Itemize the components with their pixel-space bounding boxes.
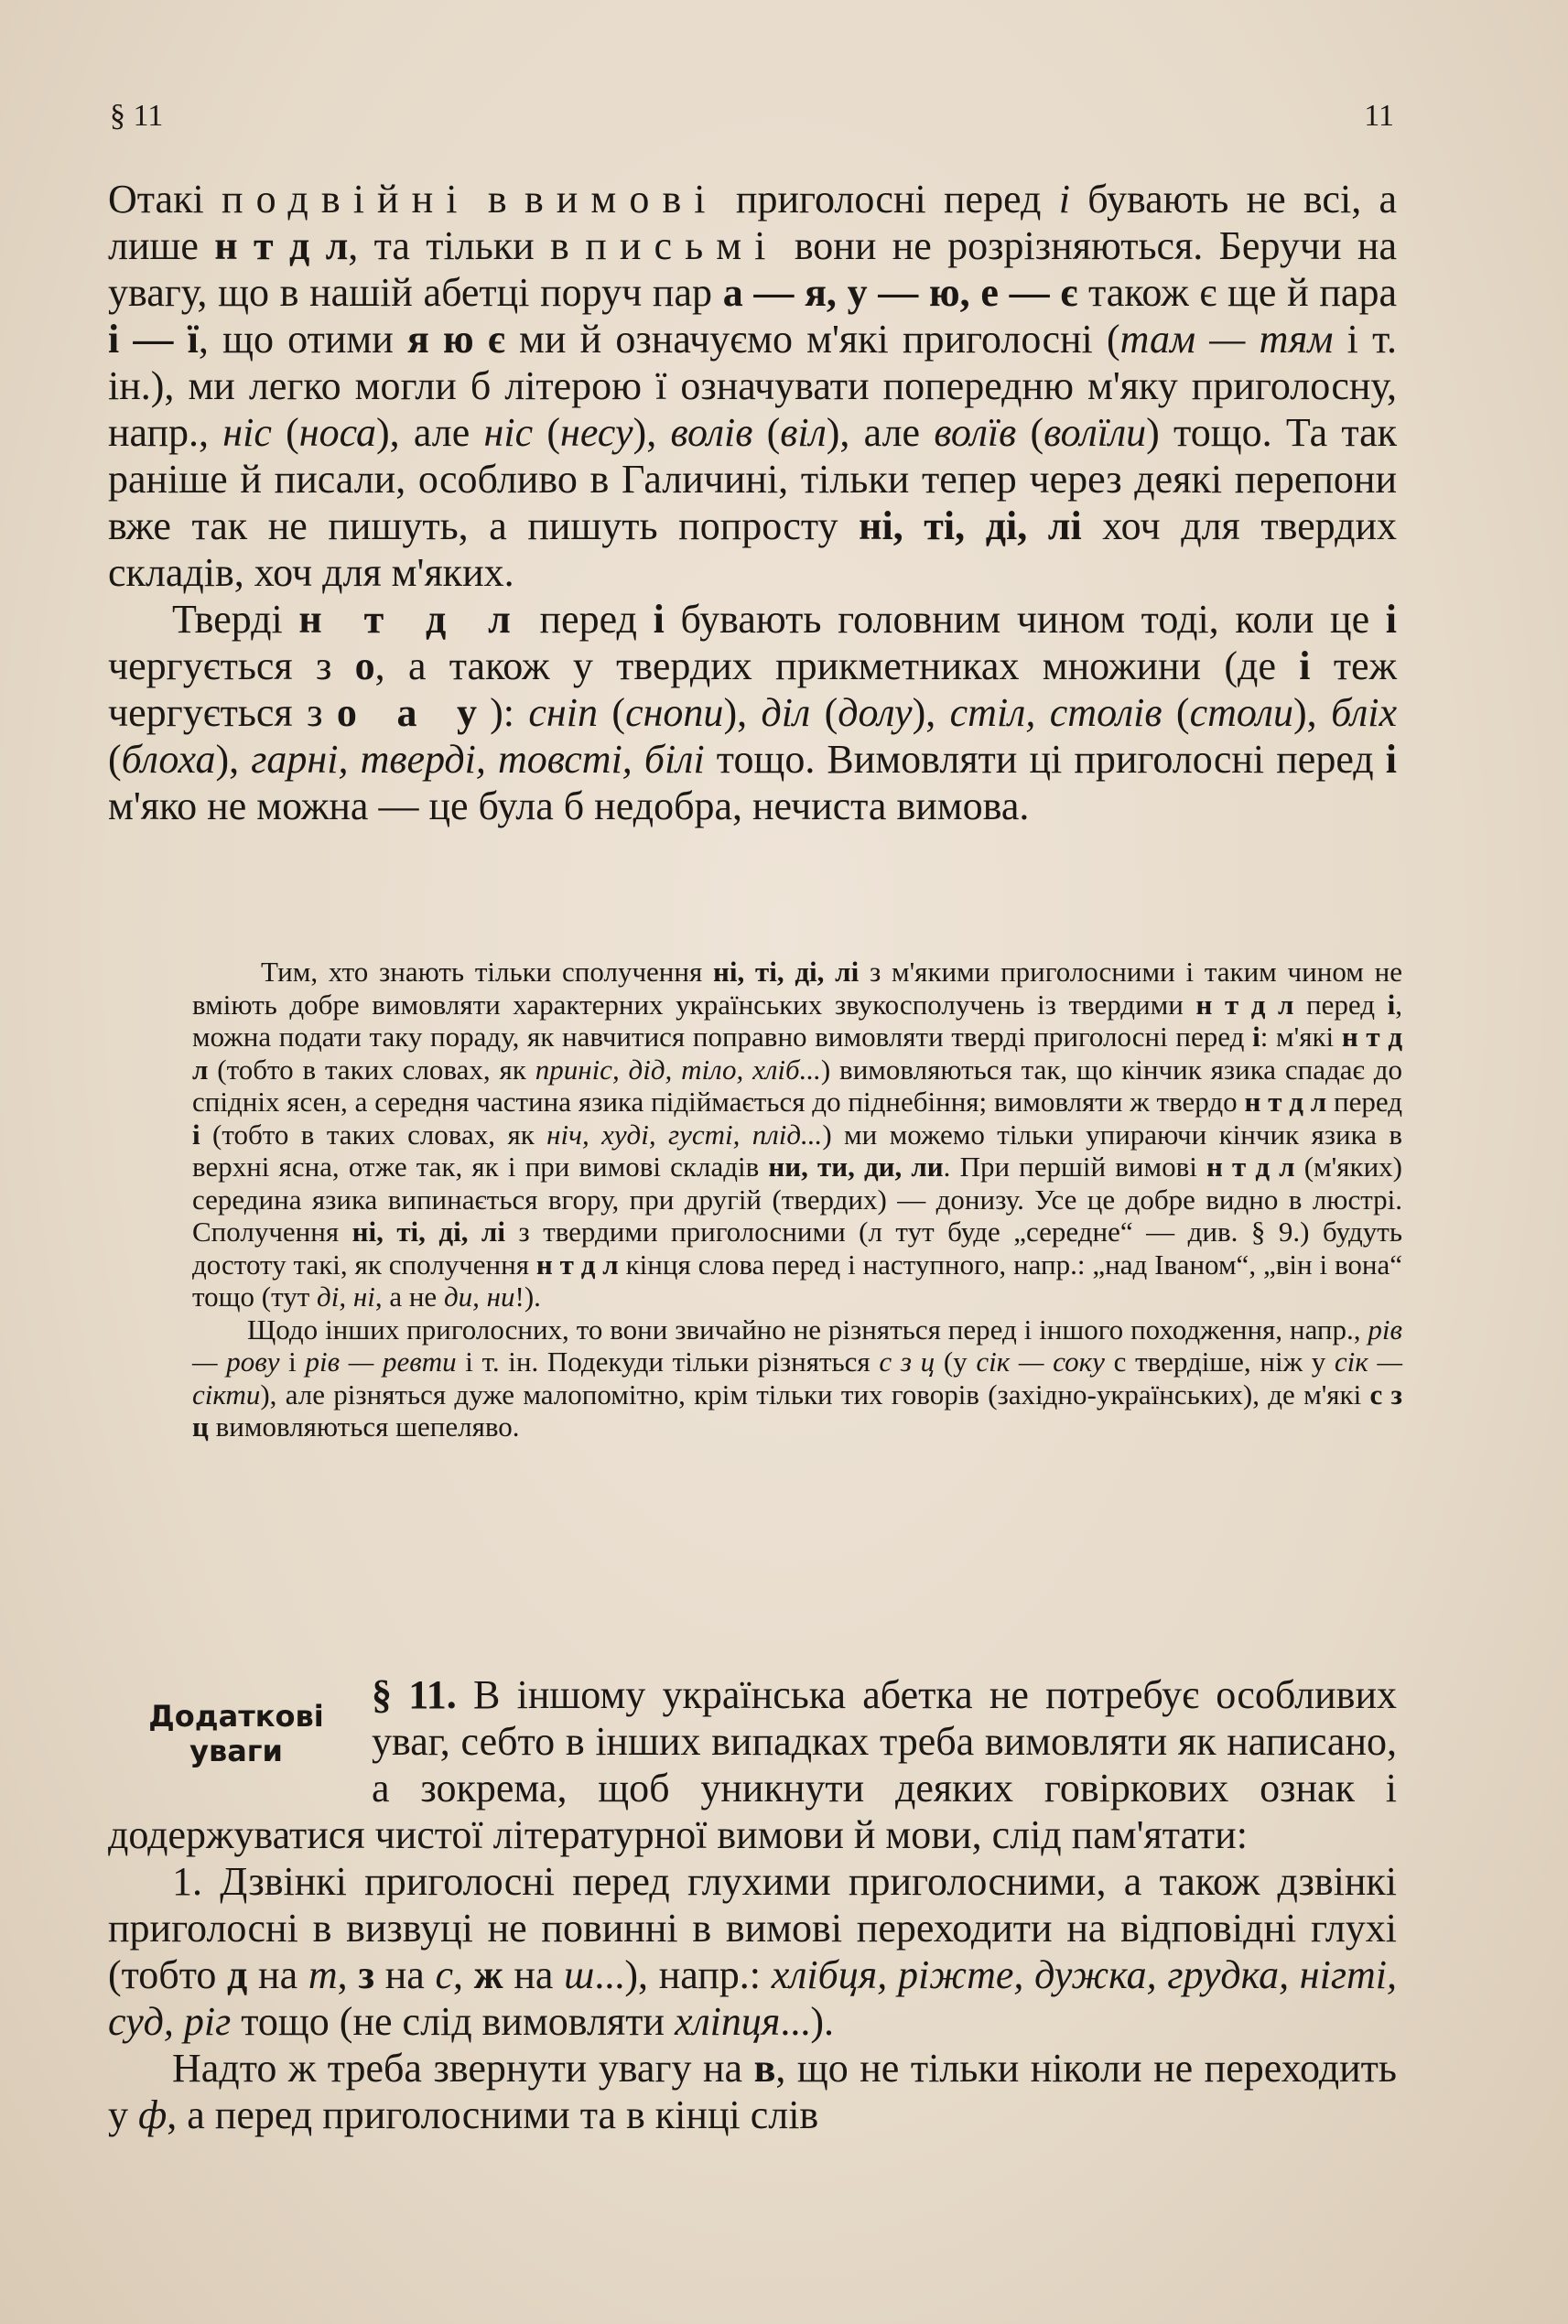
running-head [110,99,1394,135]
section-marker: § 11 [110,99,164,133]
paragraph-hard-consonants: Тверді н т д л перед і бувають головним чином тоді, коли це і чергується з о, а також у твердих прикметниках множини (де і теж чергується з о а у): сніп (снопи), діл (долу), стіл, столів (столи), бліх (блоха), гарні, тверді, товсті, білі тощо. Вимовляти ці приголосні перед і м'яко не можна — це була б недобра, нечиста вимова. [108,597,1398,828]
section-11 [108,1671,1397,2138]
main-text [108,176,1397,829]
note-paragraph-pronunciation-advice: Тим, хто знають тільки сполучення ні, ті, ді, лі з м'якими приголосними і таким чином не вміють добре вимовляти характерних українських звукосполучень із твердими н т д л перед і, можна подати таку пораду, як навчитися поправно вимовляти тверді приголосні перед і: м'які н т д л (тобто в таких словах, як приніс, дід, тіло, хліб...) вимовляються так, що кінчик язика спадає до спідніх ясен, а середня частина язика підіймається до піднебіння; вимовляти ж твердо н т д л перед і (тобто в таких словах, як ніч, худі, густі, плід...) ми можемо тільки упираючи кінчик язика в верхні ясна, отже так, як і при вимові складів ни, ти, ди, ли. При першій вимові н т д л (м'яких) середина язика випинається вгору, при другій (твердих) — донизу. Усе це добре видно в люстрі. Сполучення ні, ті, ді, лі з твердими приголосними (л тут буде „середне“ — див. § 9.) будуть достоту такі, як сполучення н т д л кінця слова перед і наступного, напр.: „над Іваном“, „він і вона“ тощо (тут ді, ні, а не ди, ни!). [192,956,1402,1313]
rule-1-paragraph: 1. Дзвінкі приголосні перед глухими приголосними, а також дзвінкі приголосні в визвуці не повинні в вимові переходити на відповідні глухі (тобто д на т, з на с, ж на ш...), напр.: хлібця, ріжте, дужка, грудка, нігті, суд, ріг тощо (не слід вимовляти хліпця...). [108,1859,1398,2044]
paragraph-v-sound: Надто ж треба звернути увагу на в, що не тільки ніколи не переходить у ф, а перед приголосними та в кінці слів [108,2046,1397,2137]
paragraph-double-consonants: Отакі подвійні в вимові приголосні перед і бувають не всі, а лише н т д л, та тільки в письмі вони не розрізняються. Беручи на увагу, що в нашій абетці поруч пар а — я, у — ю, е — є також є ще й пара і — ї, що отими я ю є ми й означуємо м'які приголосні (там — тям і т. ін.), ми легко могли б літерою ї означувати попередню м'яку приголосну, напр., ніс (носа), але ніс (несу), волів (віл), але волїв (волїли) тощо. Та так раніше й писали, особливо в Галичині, тільки тепер через деякі перепони вже так не пишуть, а пишуть попросту ні, ті, ді, лі хоч для твердих складів, хоч для м'яких. [108,177,1398,595]
side-heading [108,1671,364,1809]
page-number: 11 [1364,99,1394,133]
section-intro-paragraph: § 11. В іншому українська абетка не потребує особливих уваг, себто в інших випадках треба вимовляти як написано, а зокрема, щоб уникнути деяких говіркових ознак і додержуватися чистої літературної вимови й мови, слід пам'ятати: [108,1672,1397,1857]
section-number: § 11. [372,1672,457,1717]
side-heading-line-2: уваги [189,1734,283,1768]
note-paragraph-other-consonants: Щодо інших приголосних, то вони звичайно не різняться перед і іншого походження, напр., рів — рову і рів — ревти і т. ін. Подекуди тільки різняться с з ц (у сік — соку с твердіше, ніж у сік — сікти), але різняться дуже малопомітно, крім тільки тих говорів (західно-українських), де м'які с з ц вимовляються шепеляво. [192,1313,1403,1443]
small-print-note [192,956,1402,1443]
side-heading-line-1: Додаткові [148,1699,324,1734]
